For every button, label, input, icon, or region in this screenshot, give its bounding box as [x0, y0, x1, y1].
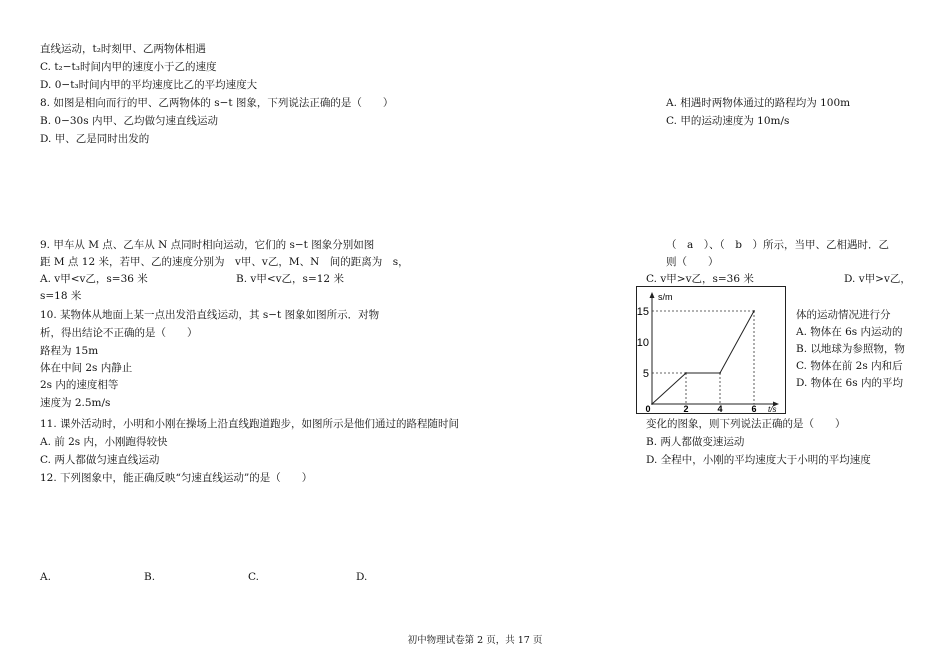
question-8-option-a: A. 相遇时两物体通过的路程均为 100m: [666, 97, 851, 109]
page-footer: 初中物理试卷第 2 页，共 17 页: [407, 635, 543, 646]
question-9-line-2: 距 M 点 12 米，若甲、乙的速度分别为 v甲、v乙，M、N 间的距离为 s，: [40, 256, 409, 268]
question-9: 9. 甲车从 M 点、乙车从 N 点同时相向运动，它们的 s−t 图象分别如图: [40, 239, 375, 251]
option-d: D. 0−t₃时间内甲的平均速度比乙的平均速度大: [40, 79, 258, 91]
y-tick-label: 15: [636, 306, 649, 318]
question-10-option-c: C. 物体在前 2s 内和后: [796, 360, 903, 372]
question-12: 12. 下列图象中，能正确反映“匀速直线运动”的是（ ）: [40, 472, 313, 484]
question-11-continued: 变化的图象，则下列说法正确的是（ ）: [646, 418, 846, 430]
question-8-option-b: B. 0−30s 内甲、乙均做匀速直线运动: [40, 115, 218, 127]
question-10-line-3: 路程为 15m: [40, 345, 99, 357]
graph-frame: [637, 287, 786, 414]
x-tick-label: 2: [683, 404, 689, 414]
question-8-option-c: C. 甲的运动速度为 10m/s: [666, 115, 790, 127]
question-12-option-c: C.: [248, 571, 259, 583]
question-9-continued: （ a ）、（ b ）所示，当甲、乙相遇时．乙: [666, 239, 889, 251]
question-11: 11. 课外活动时，小明和小刚在操场上沿直线跑道跑步，如图所示是他们通过的路程随时间: [40, 418, 460, 430]
question-10-line-5: 2s 内的速度相等: [40, 379, 119, 391]
x-tick-label: 6: [751, 404, 757, 414]
question-9-option-d: D. v甲>v乙，: [844, 273, 911, 285]
question-8: 8. 如图是相向而行的甲、乙两物体的 s−t 图象，下列说法正确的是（ ）: [40, 97, 394, 109]
x-axis-label: t/s: [768, 405, 777, 414]
question-10: 10. 某物体从地面上某一点出发沿直线运动，其 s−t 图象如图所示．对物: [40, 309, 380, 321]
question-10-continued: 体的运动情况进行分: [796, 309, 891, 321]
question-9-option-a: A. v甲<v乙，s=36 米: [40, 273, 148, 285]
option-c: C. t₂−t₃时间内甲的速度小于乙的速度: [40, 61, 217, 73]
s-t-graph: [636, 286, 786, 414]
question-11-option-b: B. 两人都做变速运动: [646, 436, 745, 448]
question-9-option-b: B. v甲<v乙，s=12 米: [236, 273, 344, 285]
y-tick-label: 5: [642, 368, 649, 380]
text-line: 直线运动，t₂时刻甲、乙两物体相遇: [40, 43, 206, 55]
question-10-line-2: 析，得出结论不正确的是（ ）: [40, 327, 198, 339]
question-10-line-6: 速度为 2.5m/s: [40, 397, 111, 409]
y-tick-label: 10: [636, 337, 649, 349]
question-10-line-4: 体在中间 2s 内静止: [40, 362, 133, 374]
y-axis-label: s/m: [658, 292, 673, 302]
question-11-option-a: A. 前 2s 内，小刚跑得较快: [40, 436, 168, 448]
x-tick-label: 0: [645, 404, 651, 414]
question-11-option-d: D. 全程中，小刚的平均速度大于小明的平均速度: [646, 454, 871, 466]
question-9-option-c: C. v甲>v乙，s=36 米: [646, 273, 754, 285]
question-12-option-a: A.: [40, 571, 51, 583]
question-10-option-d: D. 物体在 6s 内的平均: [796, 377, 903, 389]
question-12-option-d: D.: [356, 571, 368, 583]
question-12-option-b: B.: [144, 571, 156, 583]
question-9-option-d-continued: s=18 米: [40, 290, 82, 302]
question-9-line-2-right: 则（ ）: [666, 256, 719, 268]
question-10-option-b: B. 以地球为参照物，物: [796, 343, 905, 355]
question-10-option-a: A. 物体在 6s 内运动的: [796, 326, 903, 338]
question-8-option-d: D. 甲、乙是同时出发的: [40, 133, 150, 145]
x-tick-label: 4: [717, 404, 723, 414]
question-11-option-c: C. 两人都做匀速直线运动: [40, 454, 160, 466]
